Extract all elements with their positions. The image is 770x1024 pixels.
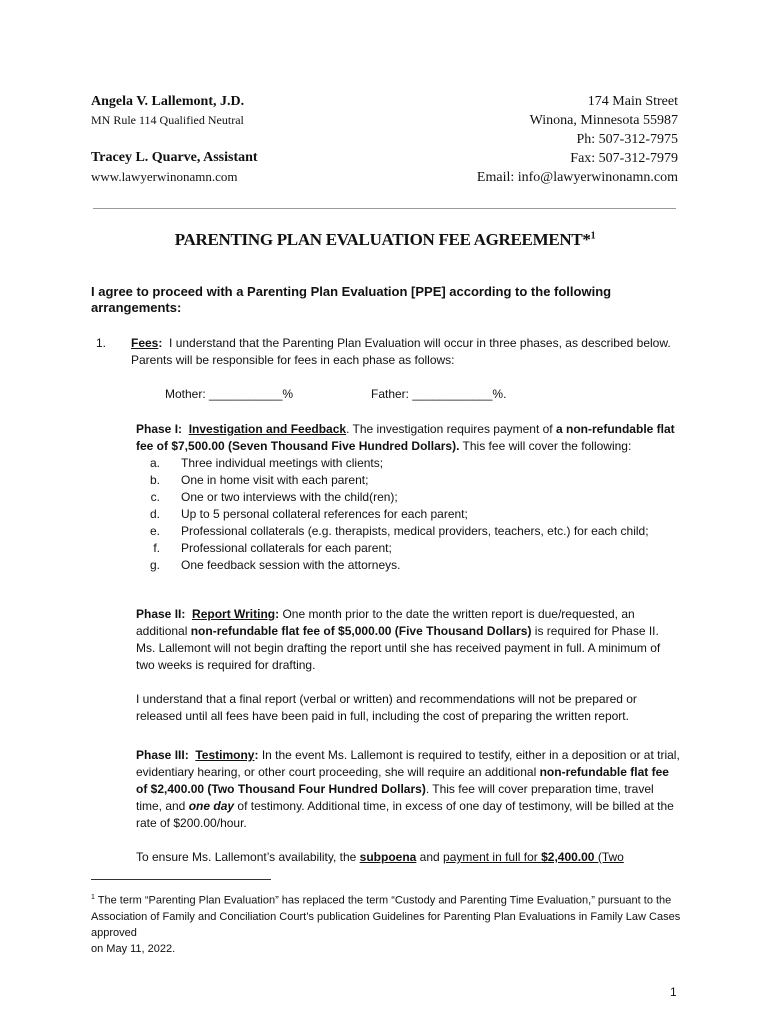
title-text: PARENTING PLAN EVALUATION FEE AGREEMENT* — [174, 230, 591, 249]
city-state-zip: Winona, Minnesota 55987 — [529, 113, 678, 128]
mother-percent: Mother: ___________% — [165, 387, 294, 401]
phase2-colon: : — [275, 607, 280, 621]
letterhead-left — [91, 92, 258, 186]
phase1-text1: . The investigation requires payment of — [346, 422, 556, 436]
footnote-text: The term “Parenting Plan Evaluation” has replaced the term “Custody and Parenting Time Evaluation,” pursuant to the Association of Family and Conciliation Court’s publication Guidelines for Parenting Plan Evaluations in Family Law Cases approved — [91, 894, 681, 939]
payment-term: payment in full for — [443, 850, 542, 864]
phase3-fee: non-refundable flat fee of $2,400.00 (Two Thousand Four Hundred Dollars) — [136, 765, 669, 796]
ensure-text2: and — [416, 850, 444, 864]
payment-amount: $2,400.00 — [541, 850, 595, 864]
list-item — [136, 540, 681, 557]
footnote-date: on May 11, 2022. — [91, 942, 176, 955]
list-letter: c. — [150, 490, 160, 504]
fees-paragraph: Fees: I understand that the Parenting Plan Evaluation will occur in three phases, as described below. Parents will be responsible for fees in each phase as follows: — [131, 336, 671, 367]
list-letter: b. — [149, 473, 160, 487]
phase2-text1: One month prior to the date the written report is due/requested, an additional — [136, 607, 635, 638]
footnote-mark: 1 — [91, 894, 95, 901]
list-item — [136, 472, 681, 489]
email-address[interactable]: Email: info@lawyerwinonamn.com — [476, 170, 678, 185]
item-number: 1. — [96, 336, 107, 350]
qualification: MN Rule 114 Qualified Neutral — [91, 113, 244, 127]
parent-split — [165, 386, 506, 403]
title-footnote-mark: 1 — [590, 230, 596, 242]
phase1-label: Phase I: — [136, 422, 183, 436]
footnote-divider — [91, 879, 271, 880]
list-text: Three individual meetings with clients; — [181, 456, 384, 470]
list-text: One or two interviews with the child(ren); — [181, 490, 398, 504]
phase2-section — [136, 606, 681, 725]
list-item — [136, 489, 681, 506]
ensure-text1: To ensure Ms. Lallemont’s availability, the — [136, 850, 360, 864]
phase3-text3: of testimony. Additional time, in excess of one day of testimony, will be billed at the rate of $200.00/hour. — [136, 799, 674, 830]
list-letter: a. — [149, 456, 160, 470]
phase2-release-note: I understand that a final report (verbal or written) and recommendations will not be prepared or released until all fees have been paid in full, including the cost of preparing the written report. — [136, 692, 637, 723]
document-title — [0, 230, 770, 250]
father-percent: Father: ____________%. — [371, 387, 507, 401]
phone-number: Ph: 507-312-7975 — [576, 132, 678, 147]
list-letter: d. — [149, 507, 160, 521]
fees-text: I understand that the Parenting Plan Evaluation will occur in three phases, as described below. Parents will be responsible for fees in each phase as follows: — [131, 336, 671, 367]
phase1-title: Investigation and Feedback — [188, 422, 347, 436]
phase2-label: Phase II: — [136, 607, 186, 621]
list-item — [136, 455, 681, 472]
phase3-text1: In the event Ms. Lallemont is required to testify, either in a deposition or at trial, evidentiary hearing, or other court proceeding, she will require an additional — [136, 748, 680, 779]
intro-statement: I agree to proceed with a Parenting Plan Evaluation [PPE] according to the following arrangements: — [91, 284, 612, 315]
list-item — [136, 506, 681, 523]
list-letter: g. — [149, 558, 160, 572]
list-letter: f. — [153, 541, 160, 555]
phase1-section — [136, 421, 681, 574]
phase3-title: Testimony — [195, 748, 255, 762]
phase1-fee: a non-refundable flat fee of $7,500.00 (Seven Thousand Five Hundred Dollars). — [136, 422, 675, 453]
assistant-name: Tracey L. Quarve, Assistant — [91, 150, 258, 165]
phase1-list — [136, 455, 681, 574]
phase3-text2: . This fee will cover preparation time, travel time, and — [136, 782, 654, 813]
phase3-colon: : — [254, 748, 259, 762]
phase3-label: Phase III: — [136, 748, 189, 762]
header-divider — [93, 208, 676, 209]
phase2-text2: is required for Phase II. Ms. Lallemont will not begin drafting the report until she has received payment in full. A minimum of two weeks is required for drafting. — [136, 624, 661, 672]
page-number: 1 — [670, 985, 677, 999]
attorney-name: Angela V. Lallemont, J.D. — [91, 94, 245, 109]
list-text: One in home visit with each parent; — [181, 473, 369, 487]
list-item — [136, 557, 681, 574]
website-link[interactable]: www.lawyerwinonamn.com — [91, 169, 238, 184]
payment-tail: (Two — [594, 850, 624, 864]
street-address: 174 Main Street — [587, 94, 678, 109]
phase1-text2: This fee will cover the following: — [459, 439, 632, 453]
fax-number: Fax: 507-312-7979 — [570, 151, 678, 166]
list-text: One feedback session with the attorneys. — [181, 558, 401, 572]
phase3-section — [136, 747, 681, 866]
list-item — [136, 523, 681, 540]
fees-label: Fees — [131, 336, 159, 350]
phase2-fee: non-refundable flat fee of $5,000.00 (Five Thousand Dollars) — [190, 624, 532, 638]
letterhead-right — [477, 92, 678, 187]
list-text: Up to 5 personal collateral references for each parent; — [181, 507, 468, 521]
list-letter: e. — [149, 524, 160, 538]
footnote — [91, 890, 691, 957]
list-text: Professional collaterals for each parent; — [181, 541, 392, 555]
phase3-one-day: one day — [188, 799, 235, 813]
availability-paragraph — [136, 849, 681, 866]
list-text: Professional collaterals (e.g. therapists, medical providers, teachers, etc.) for each child; — [181, 524, 649, 538]
phase2-title: Report Writing — [192, 607, 276, 621]
subpoena-term: subpoena — [359, 850, 417, 864]
